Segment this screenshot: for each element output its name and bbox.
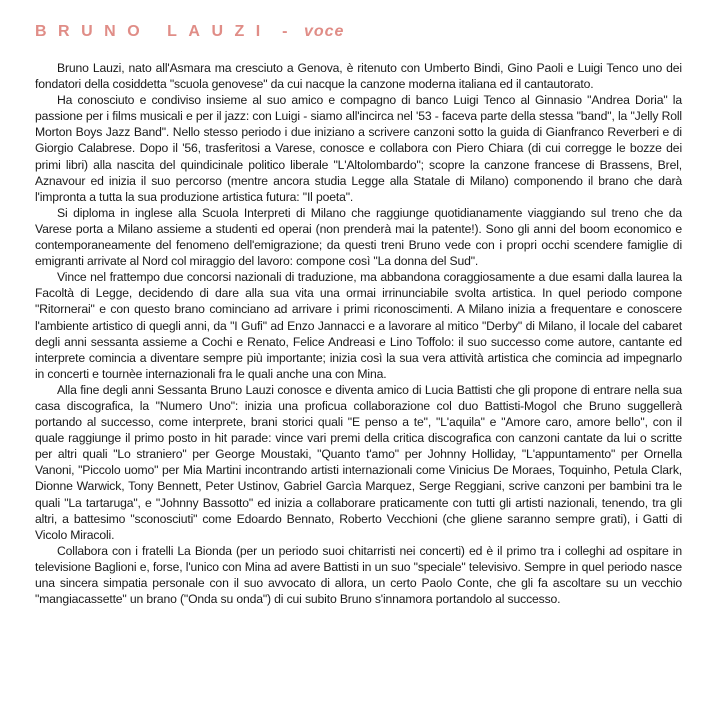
title-separator: - — [282, 23, 288, 40]
paragraph: Ha conosciuto e condiviso insieme al suo amico e compagno di banco Luigi Tenco al Ginnasio "Andrea Doria" la passione per i films musicali e per il jazz: con Luigi - siamo all'incirca nel '53 - faceva parte della stessa "band", la "Jelly Roll Morton Boys Jazz Band". Nello stesso periodo i due iniziano a scrivere canzoni sotto la guida di Gianfranco Reverberi e di Giorgio Calabrese. Dopo il '56, trasferitosi a Varese, conosce e collabora con Piero Chiara (di cui corregge le bozze dei primi libri) alla nascita del quindicinale politico liberale "L'Altolombardo"; scopre la canzone francese di Brassens, Brel, Aznavour ed inizia il suo percorso (mentre ancora studia Legge alla Statale di Milano) componendo il brano che darà l'impronta a tutta la sua produzione artistica futura: "Il poeta". — [35, 93, 682, 204]
biography-text — [35, 60, 682, 607]
artist-name: BRUNO LAUZI — [35, 23, 272, 40]
paragraph: Si diploma in inglese alla Scuola Interpreti di Milano che raggiunge quotidianamente viaggiando sul treno che da Varese porta a Milano assieme a studenti ed operai (non prenderà mai la patente!). Sono gli anni del boom economico e contemporaneamente del fenomeno dell'emigrazione; da questi treni Bruno vede con i propri occhi scendere famiglie di emigranti arrivate al Nord col miraggio del lavoro: compone così "La donna del Sud". — [35, 205, 682, 269]
paragraph: Vince nel frattempo due concorsi nazionali di traduzione, ma abbandona coraggiosamente a due esami dalla laurea la Facoltà di Legge, decidendo di dare alla sua vita una ormai irrinunciabile svolta artistica. In quel periodo compone "Ritornerai" e con questo brano cominciano ad arrivare i primi riconoscimenti. A Milano inizia a frequentare e conoscere l'ambiente artistico di quegli anni, da "I Gufi" ad Enzo Jannacci e a lavorare al mitico "Derby" di Milano, il locale del cabaret degli anni sessanta assieme a Cochi e Renato, Felice Andreasi e Lino Toffolo: il suo successo come autore, cantante ed interprete comincia a diventare sempre più importante; inizia così la sua vera attività artistica che comincia ad impegnarlo in concerti e tournèe internazionali fra le quali anche una con Mina. — [35, 270, 682, 381]
paragraph: Alla fine degli anni Sessanta Bruno Lauzi conosce e diventa amico di Lucia Battisti che gli propone di entrare nella sua casa discografica, la "Numero Uno": inizia una proficua collaborazione col duo Battisti-Mogol che Bruno suggellerà portando al successo, come interprete, brani storici quali "E penso a te", "L'aquila" e "Amore caro, amore bello", con il quale raggiunge il primo posto in hit parade: vince vari premi della critica discografica con canzoni cantate da lui o scritte per altri quali "Lo straniero" per George Moustaki, "Quanto t'amo" per Johnny Holliday, "L'appuntamento" per Ornella Vanoni, "Piccolo uomo" per Mia Martini incontrando artisti internazionali come Vinicius De Moraes, Toquinho, Petula Clark, Dionne Warwick, Tony Bennett, Peter Ustinov, Gabriel Garcìa Marquez, Serge Reggiani, scrive canzoni per bambini tra le quali "La tartaruga", e "Johnny Bassotto" ed inizia a collaborare praticamente con tutti gli artisti nazionali, tenendo, tra gli altri, a battesimo "sconosciuti" come Edoardo Bennato, Roberto Vecchioni (che gliene saranno sempre grati), i Gatti di Vicolo Miracoli. — [35, 382, 682, 542]
page-title — [35, 22, 682, 42]
paragraph: Bruno Lauzi, nato all'Asmara ma cresciuto a Genova, è ritenuto con Umberto Bindi, Gino Paoli e Luigi Tenco uno dei fondatori della cosiddetta "scuola genovese" da cui nacque la canzone moderna italiana ed il cantautorato. — [35, 61, 682, 92]
artist-role: voce — [303, 23, 345, 40]
paragraph: Collabora con i fratelli La Bionda (per un periodo suoi chitarristi nei concerti) ed è il primo tra i colleghi ad ospitare in televisione Baglioni e, forse, l'unico con Mina ad avere Battisti in un suo "speciale" televisivo. Sempre in quel periodo nasce una sincera simpatia personale con il suo avvocato di allora, un certo Paolo Conte, che gli fa ascoltare su un vecchio "mangiacassette" un brano ("Onda su onda") di cui subito Bruno s'innamora portandolo al successo. — [35, 543, 682, 607]
